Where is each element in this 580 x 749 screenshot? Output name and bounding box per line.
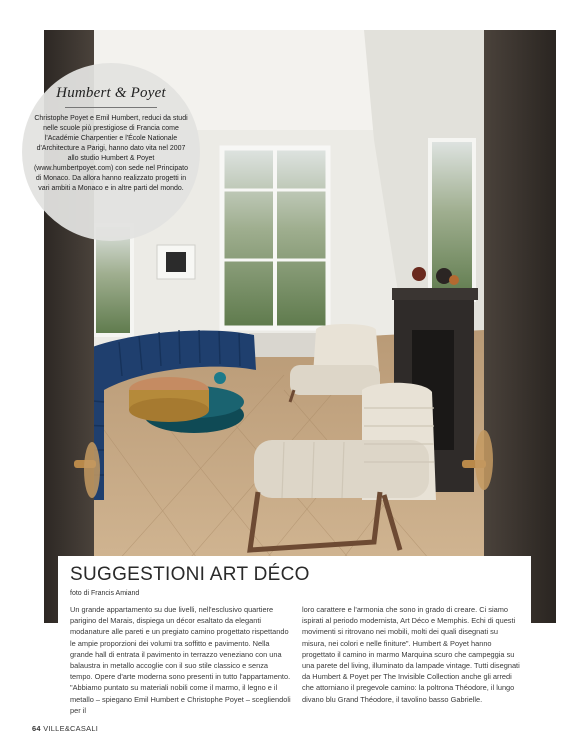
article-column-2: loro carattere e l'armonia che sono in grado di creare. Ci siamo ispirati al periodo modernista, Art Déco e Memphis. Echi di questi movimenti si ritrovano nei mobili, molti dei quali disegnati su misura, nei colori e nelle finiture". Humbert & Poyet hanno progettato il camino in marmo Marquina scuro che campeggia su una parete del living, illuminato da lampade vintage. Tutti disegnati da Humbert & Poyet per The Invisible Collection anche gli arredi che attorniano il pregevole camino: la poltrona Théodore, il lungo divano blu Grand Théodore, il tavolino basso Gabrielle. xyxy=(302,605,520,704)
article-headline: SUGGESTIONI ART DÉCO xyxy=(70,564,310,585)
photo-credit: foto di Francis Amiand xyxy=(70,590,140,597)
page-number: 64 xyxy=(32,724,41,733)
right-door-panel xyxy=(484,30,556,623)
designer-info-bubble xyxy=(22,63,200,241)
magazine-name: VILLE&CASALI xyxy=(43,724,99,733)
bubble-divider xyxy=(65,107,157,108)
designer-name: Humbert & Poyet xyxy=(56,85,166,101)
page-footer xyxy=(32,724,98,733)
article-panel xyxy=(58,556,531,734)
article-column-1: Un grande appartamento su due livelli, nell'esclusivo quartiere parigino del Marais, dispiega un décor esaltato da eleganti modanature alle pareti e un pregiato camino progettato rispettando le ampie proporzioni dei volumi tra soffitto e pavimento. Nella grande hall di entrata il pavimento in terrazzo veneziano con una balaustra in metallo accoglie con il suo stile classico e senza tempo. Opere d'arte moderna sono presenti in tutto l'appartamento. "Abbiamo puntato su materiali nobili come il marmo, il legno e il metallo – spiegano Emil Humbert e Christophe Poyet – scegliendoli per il xyxy=(70,605,291,715)
designer-bio: Christophe Poyet e Emil Humbert, reduci da studi nelle scuole più prestigiose di Francia come l'Académie Charpentier e l'École Nationale d'Architecture a Parigi, hanno dato vita nel 2007 allo studio Humbert & Poyet (www.humbertpoyet.com) con sede nel Principato di Monaco. Da allora hanno realizzato progetti in vari ambiti a Monaco e in altre parti del mondo. xyxy=(33,115,189,192)
framed-artwork xyxy=(166,252,186,272)
